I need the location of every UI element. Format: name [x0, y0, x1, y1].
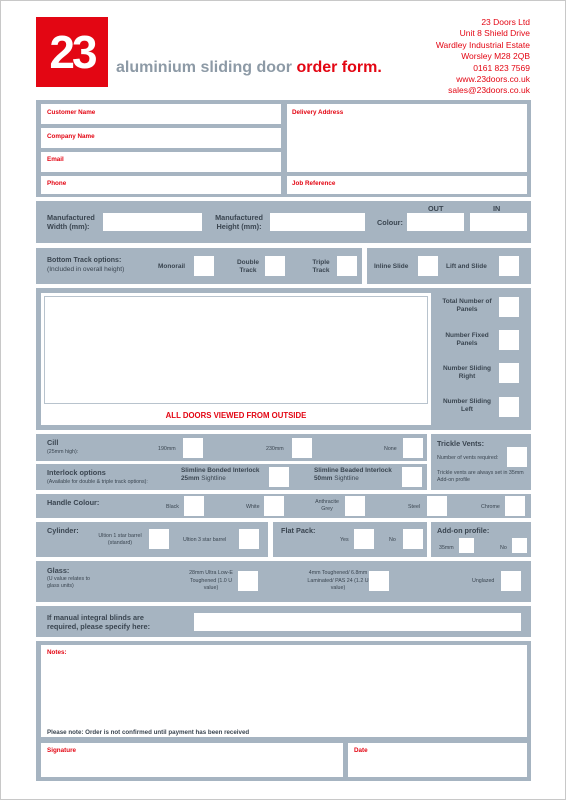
glass-unglazed-checkbox[interactable] — [501, 571, 521, 591]
interlock-bonded-line1: Slimline Bonded Interlock — [181, 467, 260, 474]
interlock-bonded-size: 25mm — [181, 475, 200, 482]
interlock-beaded-size: 50mm — [314, 475, 333, 482]
sliding-right-input[interactable] — [499, 363, 519, 383]
colour-in-label: IN — [493, 204, 501, 213]
form-title — [116, 59, 382, 77]
trickle-vents-count-label: Number of vents required: — [437, 455, 499, 461]
height-label: Manufactured Height (mm): — [215, 213, 263, 231]
fixed-panels-input[interactable] — [499, 330, 519, 350]
cill-190-checkbox[interactable] — [183, 438, 203, 458]
inline-slide-checkbox[interactable] — [418, 256, 438, 276]
trickle-vents-note: Trickle vents are always set in 35mm Add-on profile — [437, 470, 524, 483]
handle-black-checkbox[interactable] — [184, 496, 204, 516]
cylinder-1-star-checkbox[interactable] — [149, 529, 169, 549]
cylinder-3-star-label: Ultion 3 star barrel — [183, 537, 227, 543]
payment-disclaimer: Please note: Order is not confirmed until payment has been received — [47, 729, 250, 736]
date-label: Date — [354, 747, 368, 754]
date-field[interactable] — [348, 743, 527, 777]
fixed-panels-label: Number Fixed Panels — [445, 332, 489, 347]
email-label: Email — [47, 156, 64, 163]
lift-and-slide-checkbox[interactable] — [499, 256, 519, 276]
drawing-caption: ALL DOORS VIEWED FROM OUTSIDE — [165, 411, 307, 420]
interlock-beaded-line1: Slimline Beaded Interlock — [314, 467, 392, 474]
cill-none-checkbox[interactable] — [403, 438, 423, 458]
glass-4mm-checkbox[interactable] — [369, 571, 389, 591]
width-input[interactable] — [103, 213, 202, 231]
integral-blinds-input[interactable] — [194, 613, 521, 631]
company-website[interactable]: www.23doors.co.uk — [456, 74, 530, 85]
interlock-beaded-label — [314, 467, 392, 483]
interlock-bonded-checkbox[interactable] — [269, 467, 289, 487]
glass-note: (U value relates to glass units) — [47, 576, 90, 589]
cylinder-1-star-label: Ultion 1 star barrel (standard) — [98, 533, 142, 546]
add-on-35mm-label: 35mm — [439, 545, 454, 551]
cill-190-label: 190mm — [158, 446, 176, 452]
interlock-note: (Available for double & triple track options): — [47, 479, 148, 485]
glass-28mm-label: 28mm Ultra Low-E Toughened (1.0 U value) — [189, 570, 233, 591]
lift-and-slide-label: Lift and Slide — [446, 263, 487, 270]
handle-chrome-label: Chrome — [481, 504, 500, 510]
sliding-right-label: Number Sliding Right — [442, 365, 492, 380]
company-phone: 0161 823 7569 — [473, 62, 530, 73]
add-on-no-checkbox[interactable] — [512, 538, 527, 553]
job-reference-label: Job Reference — [292, 180, 336, 187]
handle-steel-label: Steel — [408, 504, 421, 510]
interlock-bonded-sightline: Sightline — [201, 475, 226, 482]
glass-unglazed-label: Unglazed — [472, 578, 495, 584]
interlock-beaded-line2 — [314, 475, 392, 483]
company-address-line3: Worsley M28 2QB — [461, 51, 530, 62]
trickle-vents-label: Trickle Vents: — [437, 439, 485, 448]
interlock-beaded-checkbox[interactable] — [402, 467, 422, 487]
height-input[interactable] — [270, 213, 365, 231]
cill-230-label: 230mm — [266, 446, 284, 452]
cill-none-label: None — [384, 446, 397, 452]
trickle-vents-count-input[interactable] — [507, 447, 527, 467]
add-on-profile-label: Add-on profile: — [437, 526, 490, 535]
handle-anthracite-checkbox[interactable] — [345, 496, 365, 516]
cill-section — [36, 434, 427, 461]
cill-230-checkbox[interactable] — [292, 438, 312, 458]
interlock-beaded-sightline: Sightline — [334, 475, 359, 482]
colour-in-input[interactable] — [470, 213, 527, 231]
company-email[interactable]: sales@23doors.co.uk — [448, 85, 530, 96]
add-on-no-label: No — [500, 545, 507, 551]
company-name: 23 Doors Ltd — [481, 17, 530, 27]
glass-section — [36, 561, 531, 602]
glass-4mm-label: 4mm Toughened/ 6.8mm Laminated/ PAS 24 (1.2 U value) — [307, 570, 369, 591]
cylinder-3-star-checkbox[interactable] — [239, 529, 259, 549]
colour-label: Colour: — [377, 218, 403, 227]
flat-pack-yes-checkbox[interactable] — [354, 529, 374, 549]
signature-label: Signature — [47, 747, 77, 754]
flat-pack-yes-label: Yes — [340, 537, 349, 543]
notes-label: Notes: — [47, 649, 67, 656]
flat-pack-label: Flat Pack: — [281, 526, 316, 535]
cill-label: Cill — [47, 438, 59, 447]
total-panels-input[interactable] — [499, 297, 519, 317]
handle-anthracite-label: Anthracite Grey — [315, 499, 339, 512]
interlock-label: Interlock options — [47, 468, 106, 477]
customer-name-label: Customer Name — [47, 109, 96, 116]
bottom-track-label: Bottom Track options: — [47, 257, 122, 264]
colour-out-label: OUT — [428, 204, 444, 213]
inline-slide-label: Inline Slide — [374, 263, 409, 270]
handle-black-label: Black — [166, 504, 179, 510]
form-title-part2: order form. — [296, 59, 382, 76]
interlock-bonded-label — [181, 467, 259, 483]
interlock-bonded-line2 — [181, 475, 259, 483]
email-field[interactable] — [41, 152, 281, 172]
sliding-left-input[interactable] — [499, 397, 519, 417]
double-track-checkbox[interactable] — [265, 256, 285, 276]
colour-out-input[interactable] — [407, 213, 464, 231]
delivery-address-label: Delivery Address — [292, 109, 344, 116]
monorail-checkbox[interactable] — [194, 256, 214, 276]
total-panels-label: Total Number of Panels — [442, 298, 492, 313]
phone-field[interactable] — [41, 176, 281, 194]
phone-label: Phone — [47, 180, 67, 187]
handle-white-label: White — [246, 504, 260, 510]
triple-track-label: Triple Track — [312, 259, 330, 274]
company-logo: 23 — [36, 17, 108, 87]
form-title-part1: aluminium sliding door — [116, 59, 297, 76]
integral-blinds-label: If manual integral blinds are required, please specify here: — [47, 613, 151, 631]
add-on-35mm-checkbox[interactable] — [459, 538, 474, 553]
monorail-label: Monorail — [158, 263, 186, 270]
company-address-line2: Wardley Industrial Estate — [435, 39, 530, 50]
handle-chrome-checkbox[interactable] — [505, 496, 525, 516]
width-label: Manufactured Width (mm): — [47, 213, 95, 231]
flat-pack-no-label: No — [389, 537, 396, 543]
double-track-label: Double Track — [236, 259, 260, 274]
signature-field[interactable] — [41, 743, 343, 777]
triple-track-checkbox[interactable] — [337, 256, 357, 276]
company-address-block — [436, 17, 530, 97]
bottom-track-note: (Included in overall height) — [47, 266, 125, 273]
sliding-left-label: Number Sliding Left — [442, 398, 492, 413]
handle-colour-label: Handle Colour: — [47, 498, 100, 507]
notes-textarea[interactable] — [41, 645, 527, 737]
cill-note: (25mm high): — [47, 449, 79, 455]
flat-pack-no-checkbox[interactable] — [403, 529, 423, 549]
company-address-line1: Unit 8 Shield Drive — [459, 28, 530, 39]
company-name-label: Company Name — [47, 133, 95, 140]
door-drawing-canvas[interactable] — [44, 296, 428, 404]
glass-label: Glass: — [47, 566, 70, 575]
handle-steel-checkbox[interactable] — [427, 496, 447, 516]
handle-white-checkbox[interactable] — [264, 496, 284, 516]
cylinder-label: Cylinder: — [47, 526, 79, 535]
glass-28mm-checkbox[interactable] — [238, 571, 258, 591]
